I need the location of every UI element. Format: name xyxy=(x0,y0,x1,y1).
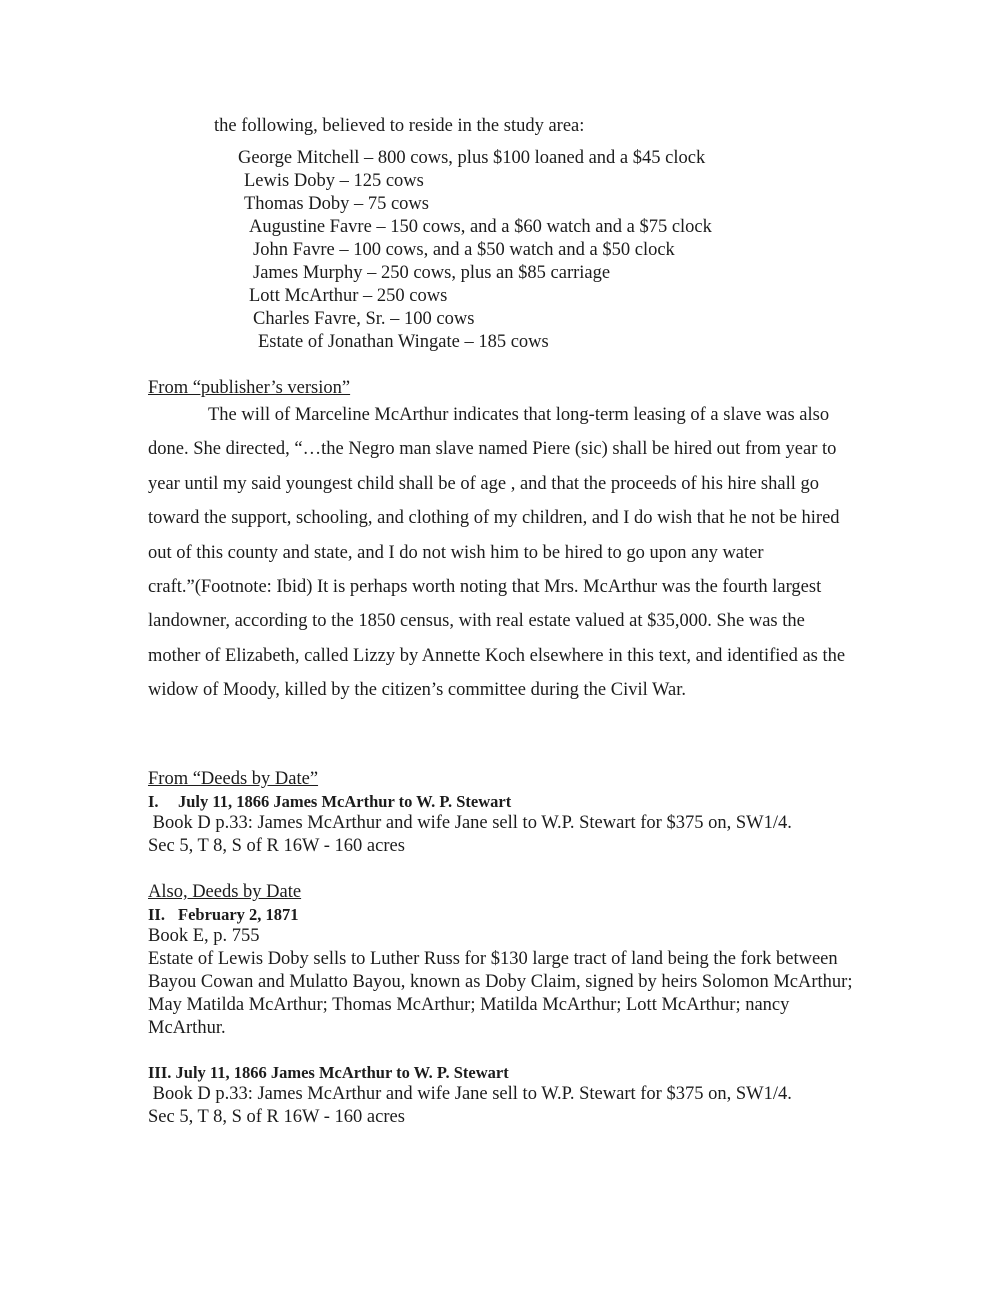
resident-item: Lott McArthur – 250 cows xyxy=(249,286,448,306)
resident-list xyxy=(238,147,712,354)
deed-2-book: Book E, p. 755 xyxy=(148,926,260,946)
intro-line: the following, believed to reside in the study area: xyxy=(214,116,585,136)
deed-3-body xyxy=(148,1083,868,1129)
deed-2-body xyxy=(148,925,868,1040)
publisher-paragraph: The will of Marceline McArthur indicates that long-term leasing of a slave was also done. She directed, “…the Negro man slave named Piere (sic) shall be hired out from year to year until my said youngest child shall be of age , and that the proceeds of his hire shall go toward the support, schooling, and clothing of my children, and I do wish that he not be hired out of this county and state, and I do not wish him to be hired to go upon any water craft.”(Footnote: Ibid) It is perhaps worth noting that Mrs. McArthur was the fourth largest landowner, according to the 1850 census, with real estate valued at $35,000. She was the mother of Elizabeth, called Lizzy by Annette Koch elsewhere in this text, and identified as the widow of Moody, killed by the citizen’s committee during the Civil War. xyxy=(148,405,846,701)
deed-3-title: III. July 11, 1866 James McArthur to W. P. Stewart xyxy=(148,1063,509,1082)
also-heading: Also, Deeds by Date xyxy=(148,882,302,902)
deed-1-title-text: July 11, 1866 James McArthur to W. P. Stewart xyxy=(178,792,512,811)
deed-1-body xyxy=(148,812,868,858)
publisher-heading: From “publisher’s version” xyxy=(148,378,351,398)
resident-item: George Mitchell – 800 cows, plus $100 loaned and a $45 clock xyxy=(238,148,706,168)
deed-3-line-1: Book D p.33: James McArthur and wife Jane sell to W.P. Stewart for $375 on, SW1/4. xyxy=(148,1084,792,1104)
deed-2-title xyxy=(148,905,299,925)
deed-1-line-2: Sec 5, T 8, S of R 16W - 160 acres xyxy=(148,836,405,856)
deed-2-text: Estate of Lewis Doby sells to Luther Russ for $130 large tract of land being the fork between Bayou Cowan and Mulatto Bayou, known as Doby Claim, signed by heirs Solomon McArthur; May Matilda McArthur; Thomas McArthur; Matilda McArthur; Lott McArthur; nancy McArthur. xyxy=(148,949,853,1038)
deeds-heading: From “Deeds by Date” xyxy=(148,769,319,789)
deed-2-number: II. xyxy=(148,905,165,924)
resident-item: Estate of Jonathan Wingate – 185 cows xyxy=(258,332,549,352)
resident-item: Thomas Doby – 75 cows xyxy=(244,194,429,214)
resident-item: John Favre – 100 cows, and a $50 watch and a $50 clock xyxy=(253,240,675,260)
resident-item: Lewis Doby – 125 cows xyxy=(244,171,424,191)
deed-1-number: I. xyxy=(148,792,159,811)
deed-2-title-text: February 2, 1871 xyxy=(178,905,299,924)
deed-1-line-1: Book D p.33: James McArthur and wife Jane sell to W.P. Stewart for $375 on, SW1/4. xyxy=(148,813,792,833)
resident-item: James Murphy – 250 cows, plus an $85 carriage xyxy=(253,263,611,283)
deed-3-line-2: Sec 5, T 8, S of R 16W - 160 acres xyxy=(148,1107,405,1127)
resident-item: Charles Favre, Sr. – 100 cows xyxy=(253,309,475,329)
resident-item: Augustine Favre – 150 cows, and a $60 watch and a $75 clock xyxy=(249,217,712,237)
deed-1-title xyxy=(148,792,511,812)
